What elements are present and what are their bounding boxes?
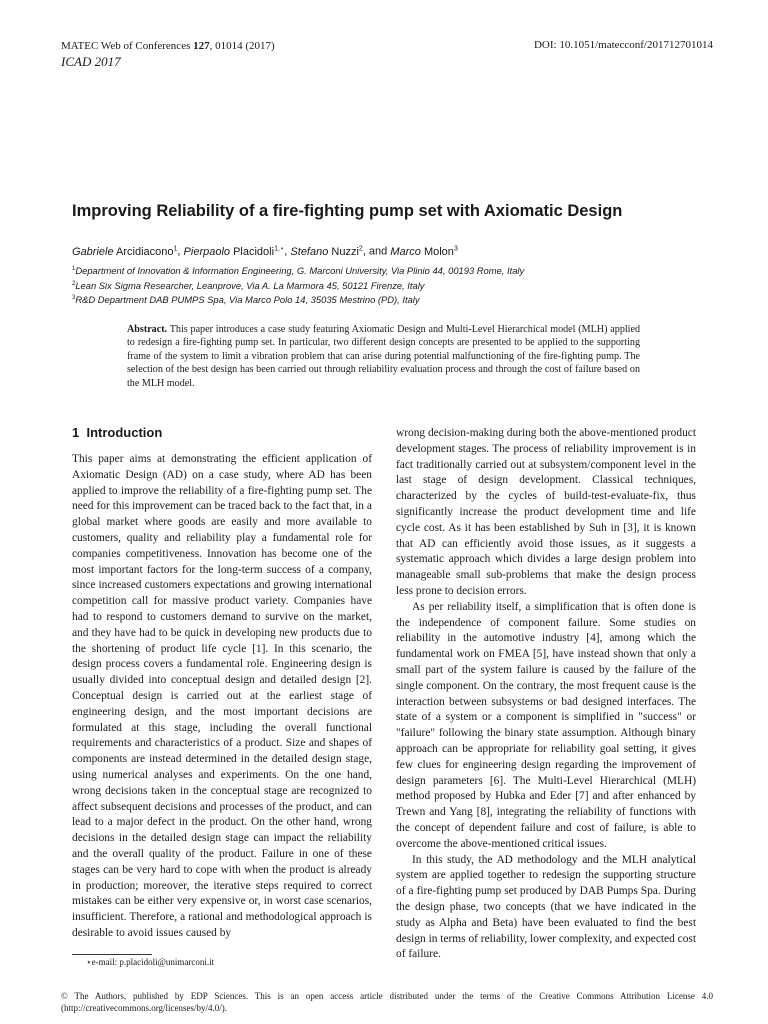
article-number: , 01014 (2017) <box>209 40 275 52</box>
section-heading: 1 Introduction <box>72 425 163 440</box>
journal-header <box>61 39 275 53</box>
paper-title: Improving Reliability of a fire-fighting pump set with Axiomatic Design <box>72 202 623 220</box>
author-list: Gabriele Arcidiacono$^1$, Pierpaolo Placidoli$^{1,⋆}$, Stefano Nuzzi$^2$, and Marco Molon$^3$ <box>72 245 458 258</box>
footnote-rule <box>72 954 152 955</box>
footnote: ⋆e-mail: p.placidoli@unimarconi.it <box>86 957 215 967</box>
affiliations <box>72 263 712 307</box>
journal-volume: 127 <box>193 40 210 52</box>
author: Stefano Nuzzi$^2$ <box>290 245 363 258</box>
affiliation: $^2$Lean Six Sigma Researcher, Leanprove, Via A. La Marmora 45, 50121 Firenze, Italy <box>72 279 425 291</box>
paragraph: In this study, the AD methodology and the MLH analytical system are applied together to redesign the supporting structure of a fire-fighting pump set produced by DAB Pumps Spa. During the design phase, two concepts (that we have indicated in the study as Alpha and Beta) have been evaluated to find the best design in terms of reliability, lower complexity, and expected cost of failure. <box>396 853 696 961</box>
affiliation: $^1$Department of Innovation & Information Engineering, G. Marconi University, Via Plinio 44, 00193 Rome, Italy <box>72 265 525 277</box>
abstract-label: Abstract. <box>127 324 168 335</box>
paragraph: As per reliability itself, a simplification that is often done is the independence of component failure. Some studies on reliability in the automotive industry [4], among which the fundamental work on FMEA [5], have instead shown that only a small part of the system failure is caused by the failure of the single component. On the contrary, the most frequent cause is the interaction between subsystems or bad designed interfaces. The state of a system or a component is simplified in "success" or "failure" following the binary state assumption. Although binary approach can be appropriate for reliability goal setting, it gives few clues for engineering design regarding the improvement of design parameters [6]. The Multi-Level Hierarchical (MLH) method proposed by Hubka and Eder [7] and after enhanced by Trewn and Yang [8], integrating the reliability of functions with the concept of dependent failure and cost of failure, is able to overcome the above-mentioned critical issues. <box>396 600 696 850</box>
doi: DOI: 10.1051/matecconf/201712701014 <box>533 39 713 51</box>
author: Gabriele Arcidiacono$^1$ <box>72 245 178 258</box>
journal-name: MATEC Web of Conferences <box>61 40 191 52</box>
conference-name: ICAD 2017 <box>61 54 121 69</box>
right-column <box>396 426 696 976</box>
left-column <box>72 452 372 952</box>
author: Pierpaolo Placidoli$^{1,⋆}$ <box>183 245 285 258</box>
paragraph: This paper aims at demonstrating the efficient application of Axiomatic Design (AD) on a case study, where AD has been applied to improve the reliability of a fire-fighting pump set. The need for this improvement can be traced back to the fact that, in a global market where goods are easily and more available to customers, quality and reliability play a fundamental role for companies competitiveness. Innovation has become one of the most important factors for the long-term success of a company, since increased customers expectations and growing international competition call for massive product variety. Companies have had to respond to customers demand to survive on the market, and they have had to be quick in developing new products due to the shortening of product life cycle [1]. In this scenario, the design process covers a fundamental role. Engineering design is usually divided into conceptual design and detailed design [2]. Conceptual design is carried out at the earliest stage of engineering design, and the most important decisions are formulated at this stage, including the overall functional requirements and characteristics of a product. Size and shapes of components are instead determined in the detailed design stage, using numerical analyses and experiments. On the one hand, wrong decisions taken in the conceptual stage are recognized to affect subsequent decisions and processes of the product, and can lead to a major defect in the product. On the other hand, wrong decisions in the detailed design stage can impact the reliability and the overall quality of the product. Failure in one of these stages can be very hard to cope with when the product is already in production; moreover, the iterative steps required to correct mistakes can be either very expensive or, in worst case scenarios, insufficient. Therefore, a rational and methodological approach is desirable to avoid issues caused by <box>72 453 372 939</box>
affiliation: $^3$R&D Department DAB PUMPS Spa, Via Marco Polo 14, 35035 Mestrino (PD), Italy <box>72 294 420 306</box>
abstract-text: This paper introduces a case study featuring Axiomatic Design and Multi-Level Hierarchical model (MLH) applied to redesign a fire-fighting pump set. In particular, two different design concepts are presented to be applied to the supporting frame of the system to limit a vibration problem that can arise during potential malfunctioning of the fire-fighting pump. The selection of the best design has been carried out through reliability evaluation process and through the cost of failure based on the MLH model. <box>127 324 640 389</box>
author: Marco Molon$^3$ <box>390 245 458 258</box>
license-notice: © The Authors, published by EDP Sciences. This is an open access article distributed under the terms of the Creative Commons Attribution License 4.0 (http://creativecommons.org/licenses/by/4.0/). <box>61 991 713 1013</box>
paragraph: wrong decision-making during both the above-mentioned product development stages. The process of reliability improvement is in fact traditionally carried out at subsystem/component level in the last stage of design development. Classical techniques, characterized by the cycles of build-test-evaluate-fix, thus significantly increase the product development time and life cycle cost. As it has been established by Suh in [3], it is known that AD can efficiently avoid those issues, as it suggests a systematic approach which divides a large design problem into manageable small sub-problems that make the design process less prone to decision errors. <box>396 427 696 597</box>
abstract <box>127 323 640 390</box>
